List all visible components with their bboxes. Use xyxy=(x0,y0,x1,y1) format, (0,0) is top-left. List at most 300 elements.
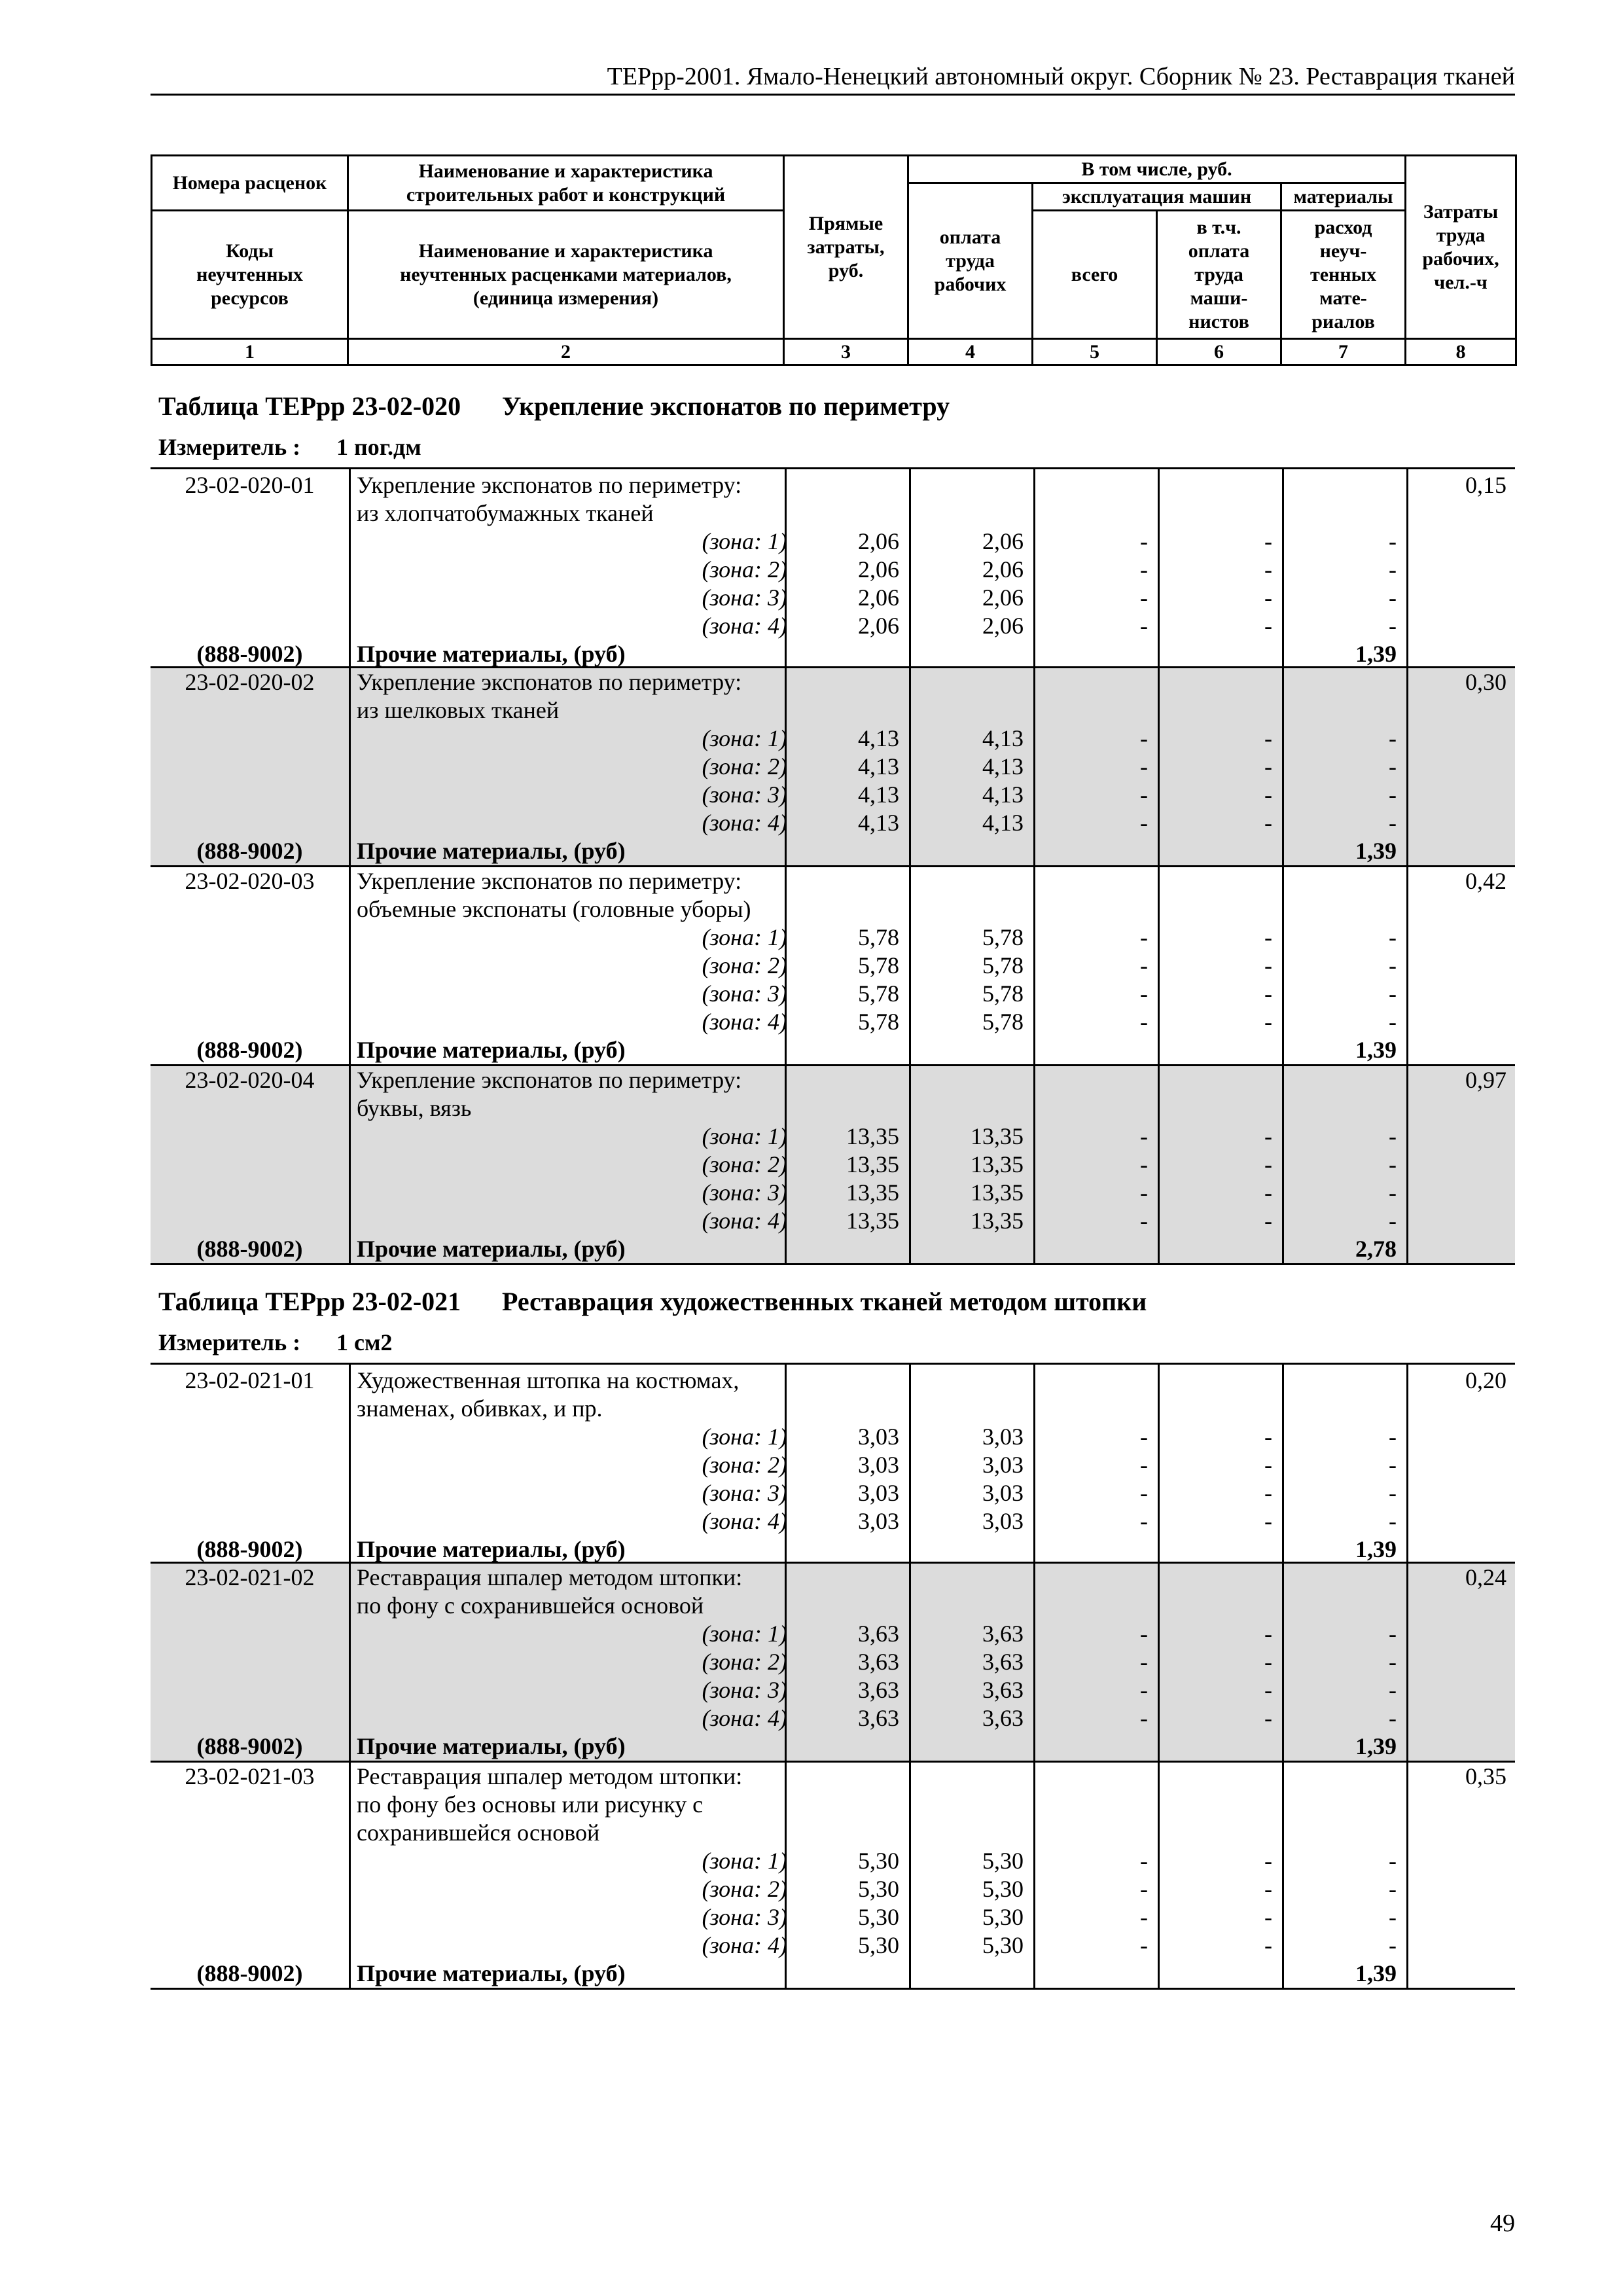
direct-cost-value: 2,06 xyxy=(858,556,899,583)
rate-name-row xyxy=(151,1819,1515,1847)
machine-pay-value: - xyxy=(1264,725,1272,751)
hdr-col-number: 3 xyxy=(784,339,908,365)
hdr-materials: материалы xyxy=(1281,183,1406,211)
running-header: ТЕРрр-2001. Ямало-Ненецкий автономный округ. Сборник № 23. Реставрация тканей xyxy=(607,63,1515,90)
machines-total-value: - xyxy=(1140,1179,1148,1206)
table-code: Таблица ТЕРрр 23-02-020 xyxy=(158,391,461,421)
direct-cost-value: 5,30 xyxy=(858,1932,899,1958)
machines-total-value: - xyxy=(1140,1424,1148,1450)
labor-hours-value: 0,97 xyxy=(1465,1067,1507,1093)
direct-cost-value: 3,03 xyxy=(858,1508,899,1534)
measure-unit xyxy=(158,1329,393,1356)
machines-total-value: - xyxy=(1140,1621,1148,1647)
machines-total-value: - xyxy=(1140,1932,1148,1958)
zone-label: (зона: 1) xyxy=(702,1123,787,1149)
zone-label: (зона: 2) xyxy=(702,1151,787,1177)
zone-label: (зона: 3) xyxy=(702,1904,787,1930)
machines-total-value: - xyxy=(1140,1123,1148,1149)
hdr-machine-pay: в т.ч. оплата труда маши- нистов xyxy=(1157,211,1281,339)
materials-value: - xyxy=(1389,810,1397,836)
zone-row xyxy=(151,1179,1515,1207)
zone-label: (зона: 3) xyxy=(702,584,787,611)
resource-name: Прочие материалы, (руб) xyxy=(357,641,626,667)
zone-label: (зона: 1) xyxy=(702,924,787,950)
zone-row xyxy=(151,980,1515,1008)
zone-label: (зона: 2) xyxy=(702,1876,787,1902)
machine-pay-value: - xyxy=(1264,1179,1272,1206)
measure-label: Измеритель : xyxy=(158,1329,301,1355)
machine-pay-value: - xyxy=(1264,1424,1272,1450)
resource-name: Прочие материалы, (руб) xyxy=(357,838,626,864)
rate-name-row xyxy=(151,471,1515,499)
resource-row xyxy=(151,1535,1515,1564)
materials-value: - xyxy=(1389,1705,1397,1731)
hdr-col-number: 1 xyxy=(152,339,348,365)
materials-value: - xyxy=(1389,1452,1397,1478)
resource-row xyxy=(151,1732,1515,1761)
materials-value: - xyxy=(1389,1621,1397,1647)
machines-total-value: - xyxy=(1140,556,1148,583)
direct-cost-value: 3,63 xyxy=(858,1621,899,1647)
machines-total-value: - xyxy=(1140,1009,1148,1035)
resource-consumption: 1,39 xyxy=(1355,838,1397,864)
rate-name: знаменах, обивках, и пр. xyxy=(357,1395,603,1422)
machines-total-value: - xyxy=(1140,1151,1148,1177)
measure-label: Измеритель : xyxy=(158,434,301,460)
zone-label: (зона: 3) xyxy=(702,1179,787,1206)
zone-row xyxy=(151,528,1515,556)
zone-label: (зона: 2) xyxy=(702,753,787,780)
rate-name: Укрепление экспонатов по периметру: xyxy=(357,472,742,498)
machines-total-value: - xyxy=(1140,1649,1148,1675)
hdr-work-name: Наименование и характеристика строительных работ и конструкций xyxy=(348,156,784,211)
resource-name: Прочие материалы, (руб) xyxy=(357,1037,626,1063)
labor-pay-value: 5,30 xyxy=(982,1932,1024,1958)
resource-code: (888-9002) xyxy=(196,838,303,864)
direct-cost-value: 5,78 xyxy=(858,924,899,950)
zone-row xyxy=(151,1479,1515,1507)
materials-value: - xyxy=(1389,1848,1397,1874)
machine-pay-value: - xyxy=(1264,528,1272,554)
zone-label: (зона: 1) xyxy=(702,725,787,751)
hdr-col-number: 4 xyxy=(908,339,1033,365)
resource-consumption: 1,39 xyxy=(1355,1733,1397,1759)
rate-table xyxy=(151,1363,1515,1990)
machines-total-value: - xyxy=(1140,613,1148,639)
machine-pay-value: - xyxy=(1264,1932,1272,1958)
hdr-labor-hours: Затраты труда рабочих, чел.-ч xyxy=(1406,156,1516,339)
materials-value: - xyxy=(1389,924,1397,950)
resource-consumption: 2,78 xyxy=(1355,1236,1397,1262)
rate-block xyxy=(151,1564,1515,1763)
resource-code: (888-9002) xyxy=(196,1536,303,1562)
labor-pay-value: 5,30 xyxy=(982,1848,1024,1874)
zone-row xyxy=(151,556,1515,584)
direct-cost-value: 5,78 xyxy=(858,952,899,978)
zone-row xyxy=(151,1847,1515,1875)
direct-cost-value: 13,35 xyxy=(846,1208,899,1234)
hdr-labor-pay: оплата труда рабочих xyxy=(908,183,1033,339)
rate-code: 23-02-021-01 xyxy=(185,1367,315,1393)
rate-name: Реставрация шпалер методом штопки: xyxy=(357,1564,743,1590)
machines-total-value: - xyxy=(1140,528,1148,554)
zone-row xyxy=(151,1008,1515,1036)
labor-pay-value: 3,03 xyxy=(982,1480,1024,1506)
resource-name: Прочие материалы, (руб) xyxy=(357,1536,626,1562)
labor-pay-value: 13,35 xyxy=(971,1123,1024,1149)
table-title: Реставрация художественных тканей методом штопки xyxy=(502,1287,1147,1316)
zone-label: (зона: 4) xyxy=(702,1932,787,1958)
labor-pay-value: 13,35 xyxy=(971,1151,1024,1177)
labor-pay-value: 2,06 xyxy=(982,613,1024,639)
machines-total-value: - xyxy=(1140,1848,1148,1874)
resource-row xyxy=(151,1960,1515,1988)
rate-name: Укрепление экспонатов по периметру: xyxy=(357,669,742,695)
rate-name: сохранившейся основой xyxy=(357,1820,600,1846)
labor-pay-value: 3,03 xyxy=(982,1508,1024,1534)
direct-cost-value: 4,13 xyxy=(858,753,899,780)
labor-pay-value: 3,63 xyxy=(982,1621,1024,1647)
labor-pay-value: 3,63 xyxy=(982,1677,1024,1703)
hdr-machines-total: всего xyxy=(1033,211,1157,339)
rate-block xyxy=(151,1763,1515,1990)
machines-total-value: - xyxy=(1140,1876,1148,1902)
resource-code: (888-9002) xyxy=(196,641,303,667)
rate-code: 23-02-021-03 xyxy=(185,1763,315,1789)
resource-code: (888-9002) xyxy=(196,1733,303,1759)
resource-code: (888-9002) xyxy=(196,1236,303,1262)
labor-hours-value: 0,42 xyxy=(1465,868,1507,894)
direct-cost-value: 3,63 xyxy=(858,1649,899,1675)
table-code: Таблица ТЕРрр 23-02-021 xyxy=(158,1287,461,1316)
materials-value: - xyxy=(1389,980,1397,1007)
zone-row xyxy=(151,1423,1515,1451)
direct-cost-value: 13,35 xyxy=(846,1179,899,1206)
materials-value: - xyxy=(1389,1123,1397,1149)
labor-pay-value: 5,30 xyxy=(982,1904,1024,1930)
resource-consumption: 1,39 xyxy=(1355,641,1397,667)
machines-total-value: - xyxy=(1140,952,1148,978)
zone-label: (зона: 4) xyxy=(702,1208,787,1234)
direct-cost-value: 2,06 xyxy=(858,613,899,639)
direct-cost-value: 13,35 xyxy=(846,1151,899,1177)
labor-pay-value: 5,78 xyxy=(982,980,1024,1007)
rate-name-row xyxy=(151,499,1515,528)
materials-value: - xyxy=(1389,1649,1397,1675)
machine-pay-value: - xyxy=(1264,1009,1272,1035)
zone-row xyxy=(151,1620,1515,1648)
direct-cost-value: 2,06 xyxy=(858,584,899,611)
machine-pay-value: - xyxy=(1264,1123,1272,1149)
labor-pay-value: 3,03 xyxy=(982,1424,1024,1450)
labor-hours-value: 0,30 xyxy=(1465,669,1507,695)
machine-pay-value: - xyxy=(1264,1452,1272,1478)
rate-block xyxy=(151,467,1515,668)
machines-total-value: - xyxy=(1140,1677,1148,1703)
rate-name: объемные экспонаты (головные уборы) xyxy=(357,896,751,922)
resource-row xyxy=(151,1235,1515,1263)
rate-block xyxy=(151,1066,1515,1265)
labor-pay-value: 13,35 xyxy=(971,1208,1024,1234)
direct-cost-value: 13,35 xyxy=(846,1123,899,1149)
machines-total-value: - xyxy=(1140,980,1148,1007)
labor-pay-value: 3,03 xyxy=(982,1452,1024,1478)
zone-row xyxy=(151,809,1515,837)
labor-pay-value: 4,13 xyxy=(982,753,1024,780)
labor-hours-value: 0,15 xyxy=(1465,472,1507,498)
rate-code: 23-02-020-03 xyxy=(185,868,315,894)
rate-name: из хлопчатобумажных тканей xyxy=(357,500,654,526)
direct-cost-value: 4,13 xyxy=(858,781,899,808)
materials-value: - xyxy=(1389,556,1397,583)
resource-code: (888-9002) xyxy=(196,1037,303,1063)
hdr-col-number: 5 xyxy=(1033,339,1157,365)
zone-row xyxy=(151,1875,1515,1903)
zone-label: (зона: 3) xyxy=(702,1677,787,1703)
rate-name: из шелковых тканей xyxy=(357,697,560,723)
machine-pay-value: - xyxy=(1264,1876,1272,1902)
labor-hours-value: 0,24 xyxy=(1465,1564,1507,1590)
direct-cost-value: 3,03 xyxy=(858,1424,899,1450)
machines-total-value: - xyxy=(1140,1480,1148,1506)
rate-name: по фону с сохранившейся основой xyxy=(357,1592,704,1619)
materials-value: - xyxy=(1389,1179,1397,1206)
measure-unit xyxy=(158,433,421,461)
machine-pay-value: - xyxy=(1264,952,1272,978)
rate-name-row xyxy=(151,1367,1515,1395)
labor-pay-value: 2,06 xyxy=(982,584,1024,611)
materials-value: - xyxy=(1389,753,1397,780)
materials-value: - xyxy=(1389,613,1397,639)
materials-value: - xyxy=(1389,725,1397,751)
zone-row xyxy=(151,781,1515,809)
labor-hours-value: 0,35 xyxy=(1465,1763,1507,1789)
rate-name-row xyxy=(151,1395,1515,1423)
machine-pay-value: - xyxy=(1264,1649,1272,1675)
section-title xyxy=(158,391,950,422)
zone-row xyxy=(151,1931,1515,1960)
labor-pay-value: 5,78 xyxy=(982,952,1024,978)
zone-label: (зона: 1) xyxy=(702,1424,787,1450)
materials-value: - xyxy=(1389,952,1397,978)
direct-cost-value: 3,03 xyxy=(858,1480,899,1506)
zone-row xyxy=(151,753,1515,781)
labor-hours-value: 0,20 xyxy=(1465,1367,1507,1393)
direct-cost-value: 5,78 xyxy=(858,980,899,1007)
rate-name: Художественная штопка на костюмах, xyxy=(357,1367,740,1393)
rate-code: 23-02-020-02 xyxy=(185,669,315,695)
zone-row xyxy=(151,1151,1515,1179)
rate-name-row xyxy=(151,1066,1515,1094)
rate-code: 23-02-020-01 xyxy=(185,472,315,498)
machine-pay-value: - xyxy=(1264,980,1272,1007)
resource-name: Прочие материалы, (руб) xyxy=(357,1236,626,1262)
zone-label: (зона: 2) xyxy=(702,1452,787,1478)
machines-total-value: - xyxy=(1140,1452,1148,1478)
direct-cost-value: 5,30 xyxy=(858,1876,899,1902)
measure-value: 1 пог.дм xyxy=(336,434,421,460)
materials-value: - xyxy=(1389,1009,1397,1035)
resource-name: Прочие материалы, (руб) xyxy=(357,1733,626,1759)
machines-total-value: - xyxy=(1140,1508,1148,1534)
hdr-material-name: Наименование и характеристика неучтенных расценками материалов, (единица измерения) xyxy=(348,211,784,339)
rate-name-row xyxy=(151,1592,1515,1620)
machine-pay-value: - xyxy=(1264,613,1272,639)
resource-consumption: 1,39 xyxy=(1355,1536,1397,1562)
direct-cost-value: 4,13 xyxy=(858,810,899,836)
labor-pay-value: 3,63 xyxy=(982,1705,1024,1731)
hdr-material-use: расход неуч- тенных мате- риалов xyxy=(1281,211,1406,339)
labor-pay-value: 13,35 xyxy=(971,1179,1024,1206)
hdr-col-number: 2 xyxy=(348,339,784,365)
machine-pay-value: - xyxy=(1264,1677,1272,1703)
resource-row xyxy=(151,640,1515,668)
zone-row xyxy=(151,1648,1515,1676)
labor-pay-value: 2,06 xyxy=(982,556,1024,583)
zone-row xyxy=(151,725,1515,753)
direct-cost-value: 5,30 xyxy=(858,1904,899,1930)
rate-name-row xyxy=(151,1763,1515,1791)
zone-label: (зона: 2) xyxy=(702,556,787,583)
materials-value: - xyxy=(1389,1876,1397,1902)
rate-block xyxy=(151,1363,1515,1564)
zone-label: (зона: 4) xyxy=(702,810,787,836)
materials-value: - xyxy=(1389,528,1397,554)
machine-pay-value: - xyxy=(1264,1621,1272,1647)
zone-row xyxy=(151,1676,1515,1704)
direct-cost-value: 3,03 xyxy=(858,1452,899,1478)
rate-name-row xyxy=(151,696,1515,725)
direct-cost-value: 4,13 xyxy=(858,725,899,751)
machines-total-value: - xyxy=(1140,1904,1148,1930)
machines-total-value: - xyxy=(1140,753,1148,780)
zone-row xyxy=(151,1122,1515,1151)
machine-pay-value: - xyxy=(1264,1705,1272,1731)
labor-pay-value: 2,06 xyxy=(982,528,1024,554)
labor-pay-value: 5,30 xyxy=(982,1876,1024,1902)
zone-label: (зона: 4) xyxy=(702,1009,787,1035)
machines-total-value: - xyxy=(1140,781,1148,808)
machine-pay-value: - xyxy=(1264,1848,1272,1874)
zone-label: (зона: 2) xyxy=(702,1649,787,1675)
zone-label: (зона: 1) xyxy=(702,1848,787,1874)
rate-name: Укрепление экспонатов по периметру: xyxy=(357,1067,742,1093)
table-title: Укрепление экспонатов по периметру xyxy=(502,391,950,421)
machine-pay-value: - xyxy=(1264,753,1272,780)
machine-pay-value: - xyxy=(1264,1151,1272,1177)
materials-value: - xyxy=(1389,584,1397,611)
machine-pay-value: - xyxy=(1264,1480,1272,1506)
zone-row xyxy=(151,924,1515,952)
resource-code: (888-9002) xyxy=(196,1960,303,1986)
hdr-col-number: 8 xyxy=(1406,339,1516,365)
zone-row xyxy=(151,1704,1515,1732)
zone-label: (зона: 3) xyxy=(702,980,787,1007)
zone-label: (зона: 4) xyxy=(702,1508,787,1534)
machine-pay-value: - xyxy=(1264,810,1272,836)
materials-value: - xyxy=(1389,1208,1397,1234)
measure-value: 1 см2 xyxy=(336,1329,393,1355)
direct-cost-value: 3,63 xyxy=(858,1705,899,1731)
machine-pay-value: - xyxy=(1264,1904,1272,1930)
rate-name: по фону без основы или рисунку с xyxy=(357,1791,704,1818)
zone-label: (зона: 2) xyxy=(702,952,787,978)
materials-value: - xyxy=(1389,1932,1397,1958)
direct-cost-value: 2,06 xyxy=(858,528,899,554)
hdr-col-number: 6 xyxy=(1157,339,1281,365)
machine-pay-value: - xyxy=(1264,1208,1272,1234)
labor-pay-value: 4,13 xyxy=(982,810,1024,836)
hdr-col-number: 7 xyxy=(1281,339,1406,365)
machines-total-value: - xyxy=(1140,810,1148,836)
machines-total-value: - xyxy=(1140,924,1148,950)
rate-block xyxy=(151,668,1515,867)
rate-table xyxy=(151,467,1515,1265)
labor-pay-value: 4,13 xyxy=(982,781,1024,808)
section-title xyxy=(158,1286,1147,1317)
materials-value: - xyxy=(1389,1151,1397,1177)
rate-name-row xyxy=(151,867,1515,895)
machines-total-value: - xyxy=(1140,584,1148,611)
labor-pay-value: 3,63 xyxy=(982,1649,1024,1675)
hdr-rate-numbers: Номера расценок xyxy=(152,156,348,211)
zone-row xyxy=(151,1451,1515,1479)
rate-name: Укрепление экспонатов по периметру: xyxy=(357,868,742,894)
machines-total-value: - xyxy=(1140,725,1148,751)
rate-code: 23-02-020-04 xyxy=(185,1067,315,1093)
resource-name: Прочие материалы, (руб) xyxy=(357,1960,626,1986)
zone-label: (зона: 4) xyxy=(702,1705,787,1731)
machine-pay-value: - xyxy=(1264,1508,1272,1534)
page-number: 49 xyxy=(1490,2210,1515,2237)
resource-row xyxy=(151,837,1515,865)
labor-pay-value: 4,13 xyxy=(982,725,1024,751)
machine-pay-value: - xyxy=(1264,556,1272,583)
zone-label: (зона: 1) xyxy=(702,528,787,554)
rate-name-row xyxy=(151,895,1515,924)
hdr-direct-cost: Прямые затраты, руб. xyxy=(784,156,908,339)
zone-row xyxy=(151,1507,1515,1535)
direct-cost-value: 5,78 xyxy=(858,1009,899,1035)
direct-cost-value: 5,30 xyxy=(858,1848,899,1874)
materials-value: - xyxy=(1389,1904,1397,1930)
zone-label: (зона: 3) xyxy=(702,781,787,808)
hdr-machines: эксплуатация машин xyxy=(1033,183,1281,211)
materials-value: - xyxy=(1389,781,1397,808)
zone-row xyxy=(151,952,1515,980)
zone-row xyxy=(151,1903,1515,1931)
machines-total-value: - xyxy=(1140,1705,1148,1731)
zone-label: (зона: 3) xyxy=(702,1480,787,1506)
hdr-resource-codes: Коды неучтенных ресурсов xyxy=(152,211,348,339)
labor-pay-value: 5,78 xyxy=(982,1009,1024,1035)
materials-value: - xyxy=(1389,1508,1397,1534)
rate-block xyxy=(151,867,1515,1066)
header-rule xyxy=(151,94,1515,96)
machine-pay-value: - xyxy=(1264,781,1272,808)
rate-name: буквы, вязь xyxy=(357,1095,472,1121)
hdr-including: В том числе, руб. xyxy=(908,156,1406,183)
labor-pay-value: 5,78 xyxy=(982,924,1024,950)
zone-label: (зона: 4) xyxy=(702,613,787,639)
zone-row xyxy=(151,584,1515,612)
direct-cost-value: 3,63 xyxy=(858,1677,899,1703)
resource-consumption: 1,39 xyxy=(1355,1037,1397,1063)
resource-consumption: 1,39 xyxy=(1355,1960,1397,1986)
rate-name-row xyxy=(151,1564,1515,1592)
machine-pay-value: - xyxy=(1264,924,1272,950)
column-header-table xyxy=(151,154,1517,366)
